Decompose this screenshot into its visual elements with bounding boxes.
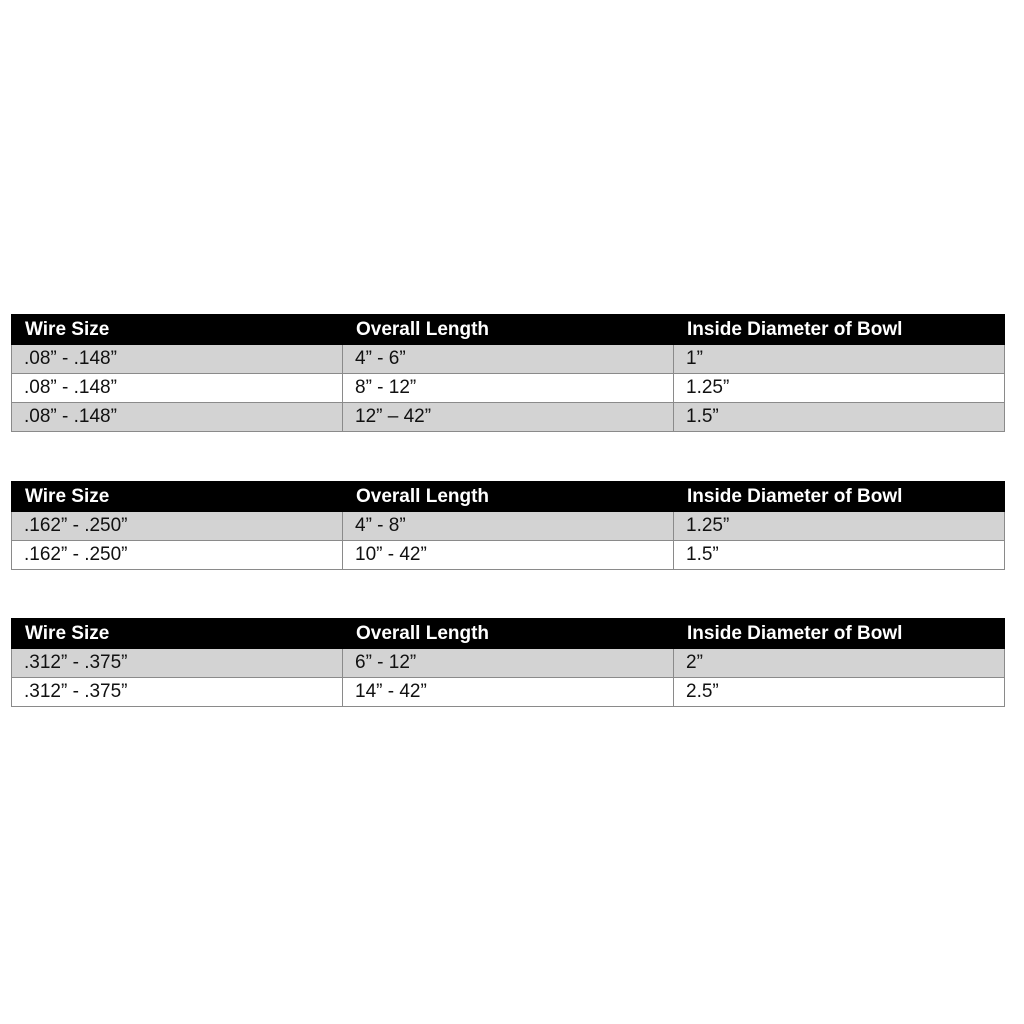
cell-wire-size: .08” - .148”	[12, 345, 343, 374]
table-row	[12, 403, 1005, 432]
table-row	[12, 649, 1005, 678]
cell-inside-diameter: 1.25”	[674, 512, 1005, 541]
cell-overall-length: 12” – 42”	[343, 403, 674, 432]
table-header-row	[12, 482, 1005, 512]
cell-overall-length: 4” - 8”	[343, 512, 674, 541]
header-wire-size: Wire Size	[12, 482, 343, 512]
header-overall-length: Overall Length	[343, 482, 674, 512]
spec-table-1	[11, 314, 1005, 432]
header-wire-size: Wire Size	[12, 619, 343, 649]
table-row	[12, 374, 1005, 403]
cell-wire-size: .162” - .250”	[12, 512, 343, 541]
cell-inside-diameter: 2.5”	[674, 678, 1005, 707]
spec-table-2	[11, 481, 1005, 570]
header-wire-size: Wire Size	[12, 315, 343, 345]
table-row	[12, 512, 1005, 541]
table-row	[12, 678, 1005, 707]
cell-inside-diameter: 1.5”	[674, 403, 1005, 432]
cell-overall-length: 14” - 42”	[343, 678, 674, 707]
cell-overall-length: 8” - 12”	[343, 374, 674, 403]
cell-overall-length: 6” - 12”	[343, 649, 674, 678]
header-inside-diameter: Inside Diameter of Bowl	[674, 619, 1005, 649]
table-row	[12, 345, 1005, 374]
spec-table-3	[11, 618, 1005, 707]
cell-wire-size: .312” - .375”	[12, 649, 343, 678]
table-header-row	[12, 619, 1005, 649]
cell-wire-size: .08” - .148”	[12, 374, 343, 403]
cell-wire-size: .08” - .148”	[12, 403, 343, 432]
cell-inside-diameter: 1.25”	[674, 374, 1005, 403]
table-header-row	[12, 315, 1005, 345]
cell-overall-length: 4” - 6”	[343, 345, 674, 374]
header-overall-length: Overall Length	[343, 619, 674, 649]
cell-inside-diameter: 1”	[674, 345, 1005, 374]
header-inside-diameter: Inside Diameter of Bowl	[674, 315, 1005, 345]
cell-wire-size: .162” - .250”	[12, 541, 343, 570]
header-inside-diameter: Inside Diameter of Bowl	[674, 482, 1005, 512]
cell-overall-length: 10” - 42”	[343, 541, 674, 570]
cell-wire-size: .312” - .375”	[12, 678, 343, 707]
header-overall-length: Overall Length	[343, 315, 674, 345]
table-row	[12, 541, 1005, 570]
cell-inside-diameter: 2”	[674, 649, 1005, 678]
cell-inside-diameter: 1.5”	[674, 541, 1005, 570]
